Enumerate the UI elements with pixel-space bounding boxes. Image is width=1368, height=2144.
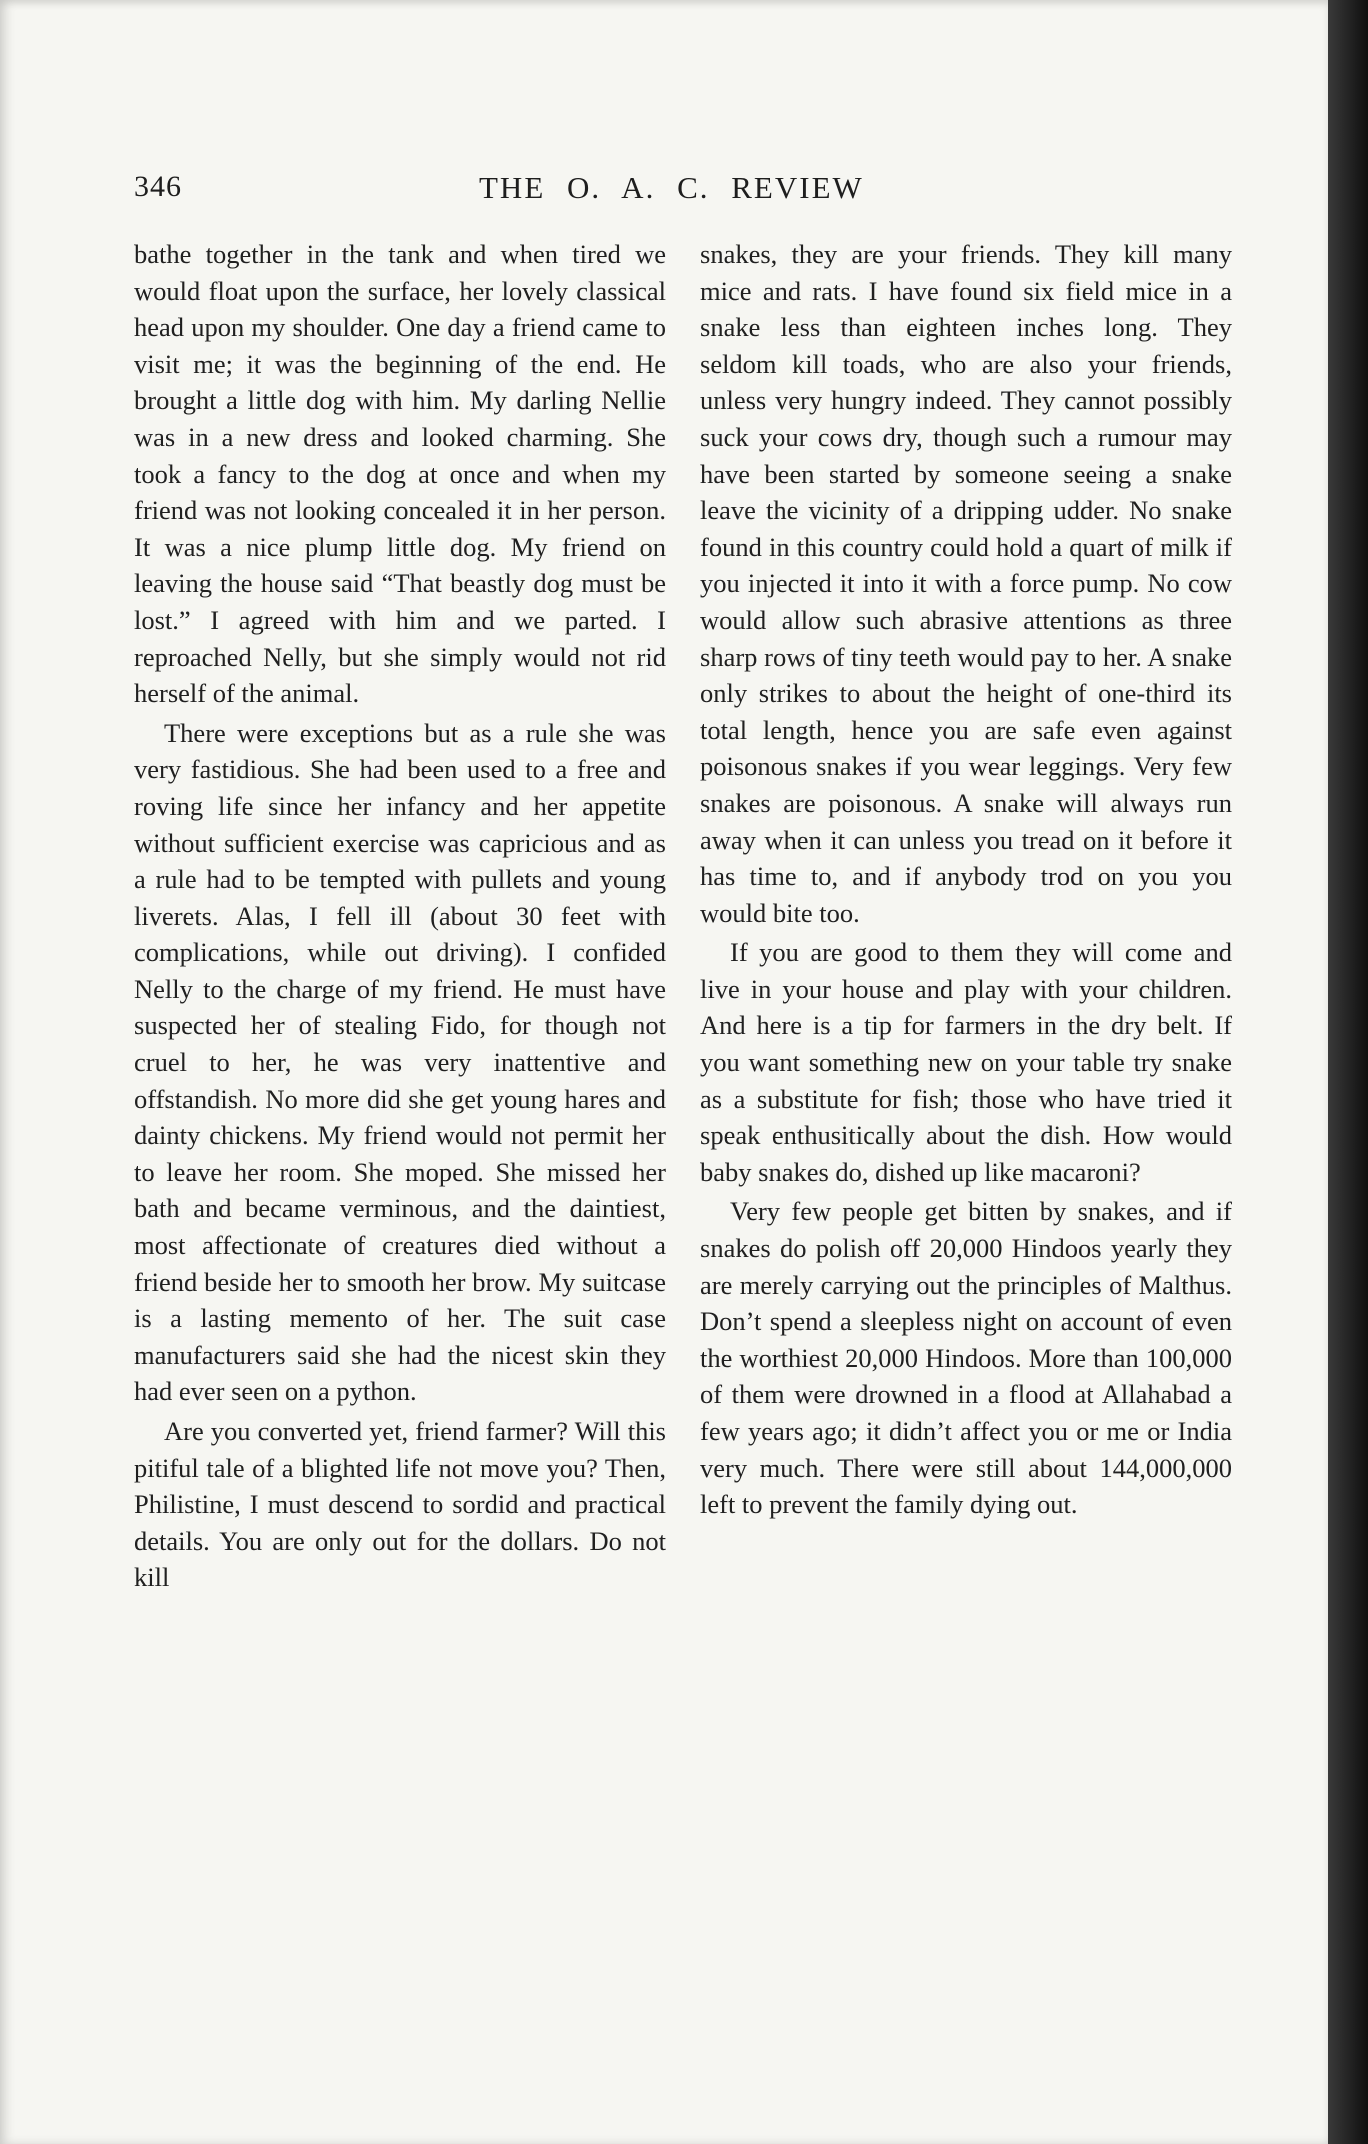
- paragraph: bathe together in the tank and when tired we would float upon the surface, her lovely classical head upon my shoulder. One day a friend came to visit me; it was the beginning of the end. He brought a little dog with him. My darling Nellie was in a new dress and looked charming. She took a fancy to the dog at once and when my friend was not looking concealed it in her person. It was a nice plump little dog. My friend on leaving the house said “That beastly dog must be lost.” I agreed with him and we parted. I reproached Nelly, but she simply would not rid herself of the animal.: [134, 239, 666, 709]
- paragraph: If you are good to them they will come and live in your house and play with your children. And here is a tip for farmers in the dry belt. If you want something new on your table try snake as a substitute for fish; those who have tried it speak enthusitically about the dish. How would baby snakes do, dished up like macaroni?: [700, 937, 1232, 1187]
- page-header: [134, 170, 1240, 210]
- left-column: [134, 236, 666, 1596]
- journal-title: THE O. A. C. REVIEW: [479, 170, 864, 205]
- paragraph: There were exceptions but as a rule she was very fastidious. She had been used to a free and roving life since her infancy and her appetite without sufficient exercise was capricious and as a rule had to be tempted with pullets and young liverets. Alas, I fell ill (about 30 feet with complications, while out driving). I confided Nelly to the charge of my friend. He must have suspected her of stealing Fido, for though not cruel to her, he was very inattentive and offstandish. No more did she get young hares and dainty chickens. My friend would not permit her to leave her room. She moped. She missed her bath and became verminous, and the daintiest, most affectionate of creatures died without a friend beside her to smooth her brow. My suitcase is a lasting memento of her. The suit case manufacturers said she had the nicest skin they had ever seen on a python.: [134, 717, 666, 1407]
- right-column: [700, 236, 1232, 1523]
- paragraph: Very few people get bitten by snakes, and if snakes do polish off 20,000 Hindoos yearly they are merely carrying out the principles of Malthus. Don’t spend a sleepless night on account of even the worthiest 20,000 Hindoos. More than 100,000 of them were drowned in a flood at Allahabad a few years ago; it didn’t affect you or me or India very much. There were still about 144,000,000 left to prevent the family dying out.: [700, 1196, 1232, 1520]
- paragraph: Are you converted yet, friend farmer? Will this pitiful tale of a blighted life not move you? Then, Philistine, I must descend to sordid and practical details. You are only out for the dollars. Do not kill: [134, 1416, 666, 1593]
- paragraph: snakes, they are your friends. They kill many mice and rats. I have found six field mice in a snake less than eighteen inches long. They seldom kill toads, who are also your friends, unless very hungry indeed. They cannot possibly suck your cows dry, though such a rumour may have been started by someone seeing a snake leave the vicinity of a dripping udder. No snake found in this country could hold a quart of milk if you injected it into it with a force pump. No cow would allow such abrasive attentions as three sharp rows of tiny teeth would pay to her. A snake only strikes to about the height of one-third its total length, hence you are safe even against poisonous snakes if you wear leggings. Very few snakes are poisonous. A snake will always run away when it can unless you tread on it before it has time to, and if anybody trod on you you would bite too.: [700, 239, 1232, 928]
- book-spine-shadow: [1328, 0, 1368, 2144]
- page-number: 346: [134, 170, 182, 203]
